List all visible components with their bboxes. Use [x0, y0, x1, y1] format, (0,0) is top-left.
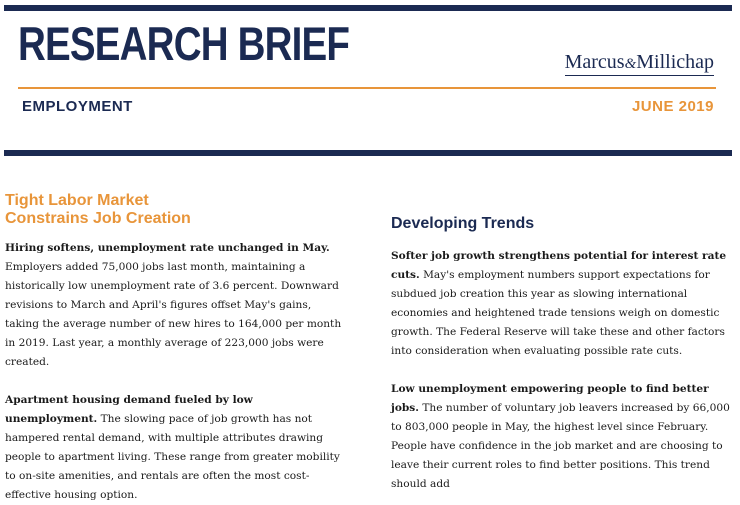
bottom-navy-rule: [4, 150, 732, 156]
left-paragraph-2: [5, 391, 347, 505]
top-navy-rule: [4, 5, 732, 11]
brand-logo-left: Marcus: [564, 51, 625, 73]
section-label: EMPLOYMENT: [22, 98, 133, 115]
orange-divider: [18, 87, 716, 89]
right-paragraph-2: [391, 380, 731, 494]
right-paragraph-1-body: May's employment numbers support expectations for subdued job creation this year as slowing international economies and heightened trade tensions weigh on domestic growth. The Federal Reserve will take these and other factors into consideration when evaluating possible rate cuts.: [391, 269, 725, 357]
right-paragraph-1-lead: Softer job growth strengthens potential for interest rate cuts.: [391, 250, 727, 281]
left-paragraph-1-lead: Hiring softens, unemployment rate unchanged in May.: [5, 242, 330, 254]
left-heading-line2: Constrains Job Creation: [5, 210, 191, 227]
left-paragraph-2-body: The slowing pace of job growth has not hampered rental demand, with multiple attributes drawing people to apartment living. These range from greater mobility to on-site amenities, and rentals are often the most cost-effective housing option.: [5, 413, 340, 501]
brand-logo-right: Millichap: [636, 51, 714, 73]
right-column-heading: Developing Trends: [391, 215, 535, 232]
left-paragraph-2-lead: Apartment housing demand fueled by low unemployment.: [5, 394, 253, 425]
right-paragraph-1: [391, 247, 731, 361]
left-heading-line1: Tight Labor Market: [5, 192, 149, 209]
left-paragraph-1: [5, 239, 347, 372]
brief-title: RESEARCH BRIEF: [18, 17, 350, 70]
left-column: [5, 192, 347, 505]
left-paragraph-1-body: Employers added 75,000 jobs last month, maintaining a historically low unemployment rate of 3.6 percent. Downward revisions to March and April's figures offset May's gains, taking the average number of new hires to 164,000 per month in 2019. Last year, a monthly average of 223,000 jobs were created.: [5, 261, 342, 368]
left-column-heading: [5, 192, 347, 228]
brand-logo[interactable]: [565, 49, 714, 77]
brand-logo-amp: &: [624, 56, 637, 72]
right-paragraph-2-lead: Low unemployment empowering people to find better jobs.: [391, 383, 709, 414]
right-paragraph-2-body: The number of voluntary job leavers increased by 66,000 to 803,000 people in May, the highest level since February. People have confidence in the job market and are choosing to leave their current roles to find better positions. This trend should add: [391, 402, 730, 490]
right-column: [391, 192, 731, 494]
issue-date: JUNE 2019: [631, 98, 714, 115]
